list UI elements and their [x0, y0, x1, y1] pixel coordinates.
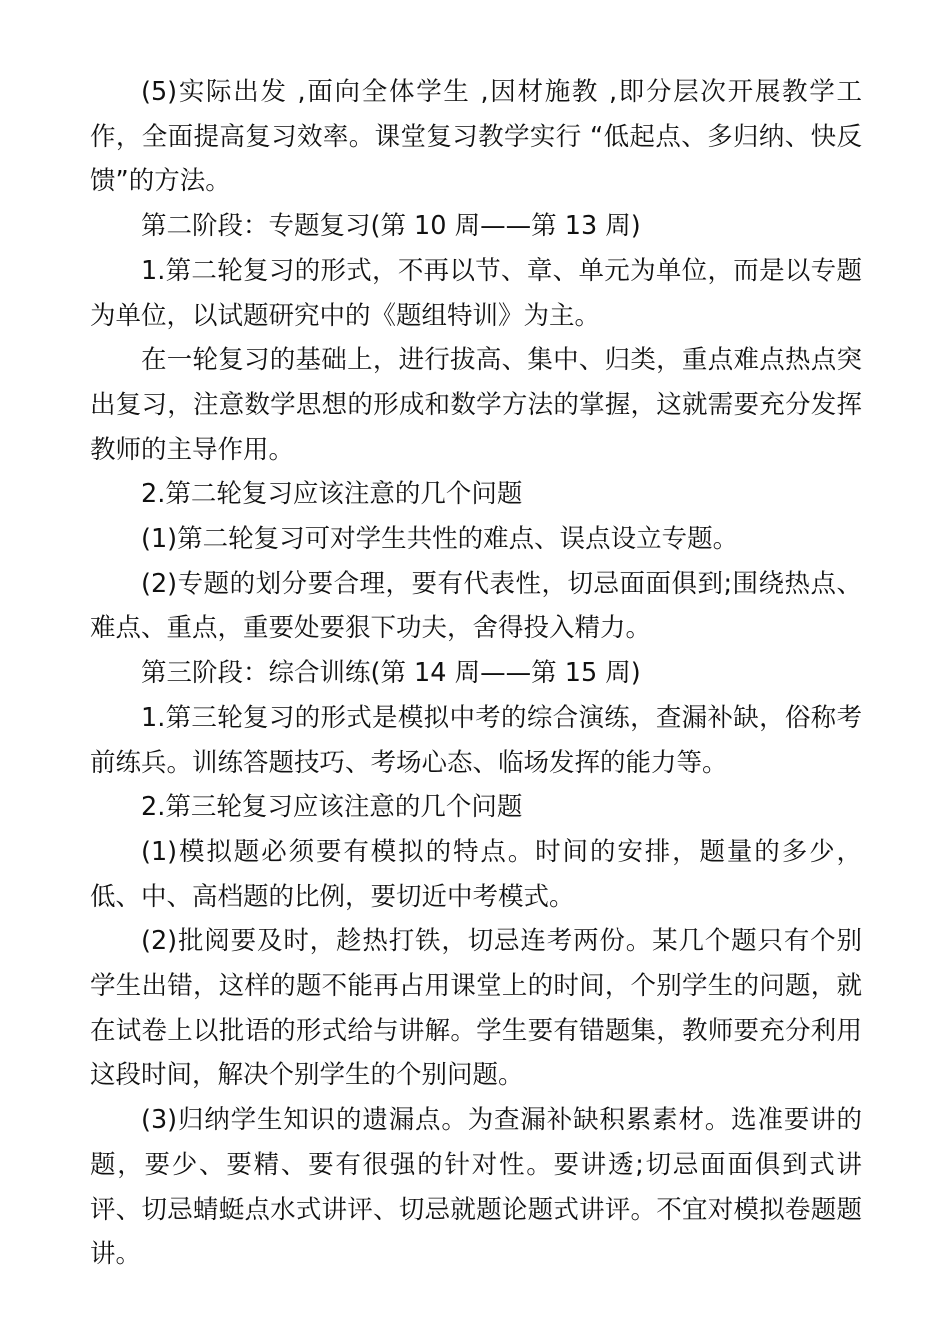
paragraph-stage-two-form: 1.第二轮复习的形式，不再以节、章、单元为单位，而是以专题为单位，以试题研究中的《题组特训》为主。 [90, 255, 862, 331]
paragraph-stage-three-issue-3: (3)归纳学生知识的遗漏点。为查漏补缺积累素材。选准要讲的题，要少、要精、要有很强的针对性。要讲透;切忌面面俱到式讲评、切忌蜻蜓点水式讲评、切忌就题论题式讲评。不宜对模拟卷题题讲。 [90, 1105, 862, 1270]
paragraph-stage-three-issue-2: (2)批阅要及时，趁热打铁，切忌连考两份。某几个题只有个别学生出错，这样的题不能再占用课堂上的时间，个别学生的问题，就在试卷上以批语的形式给与讲解。学生要有错题集，教师要充分利用这段时间，解决个别学生的个别问题。 [90, 926, 862, 1091]
stage-three-issues-heading: 2.第三轮复习应该注意的几个问题 [141, 792, 523, 823]
paragraph-stage-three-issue-1: (1)模拟题必须要有模拟的特点。时间的安排，题量的多少，低、中、高档题的比例，要切近中考模式。 [90, 836, 862, 912]
stage-three-heading: 第三阶段：综合训练(第 14 周——第 15 周) [141, 658, 641, 689]
stage-two-heading: 第二阶段：专题复习(第 10 周——第 13 周) [141, 211, 641, 242]
document-page [90, 70, 862, 1277]
paragraph-stage-two-issue-1: (1)第二轮复习可对学生共性的难点、误点设立专题。 [141, 524, 739, 555]
stage-two-issues-heading: 2.第二轮复习应该注意的几个问题 [141, 479, 523, 510]
paragraph-stage-three-form: 1.第三轮复习的形式是模拟中考的综合演练，查漏补缺，俗称考前练兵。训练答题技巧、考场心态、临场发挥的能力等。 [90, 702, 862, 778]
paragraph-item-5-practical: (5)实际出发 ,面向全体学生 ,因材施教 ,即分层次开展教学工作，全面提高复习效率。课堂复习教学实行 “低起点、多归纳、快反馈”的方法。 [90, 77, 862, 197]
paragraph-stage-two-basis: 在一轮复习的基础上，进行拔高、集中、归类，重点难点热点突出复习，注意数学思想的形成和数学方法的掌握，这就需要充分发挥教师的主导作用。 [90, 345, 862, 465]
paragraph-stage-two-issue-2: (2)专题的划分要合理，要有代表性，切忌面面俱到;围绕热点、难点、重点，重要处要狠下功夫，舍得投入精力。 [90, 568, 862, 644]
